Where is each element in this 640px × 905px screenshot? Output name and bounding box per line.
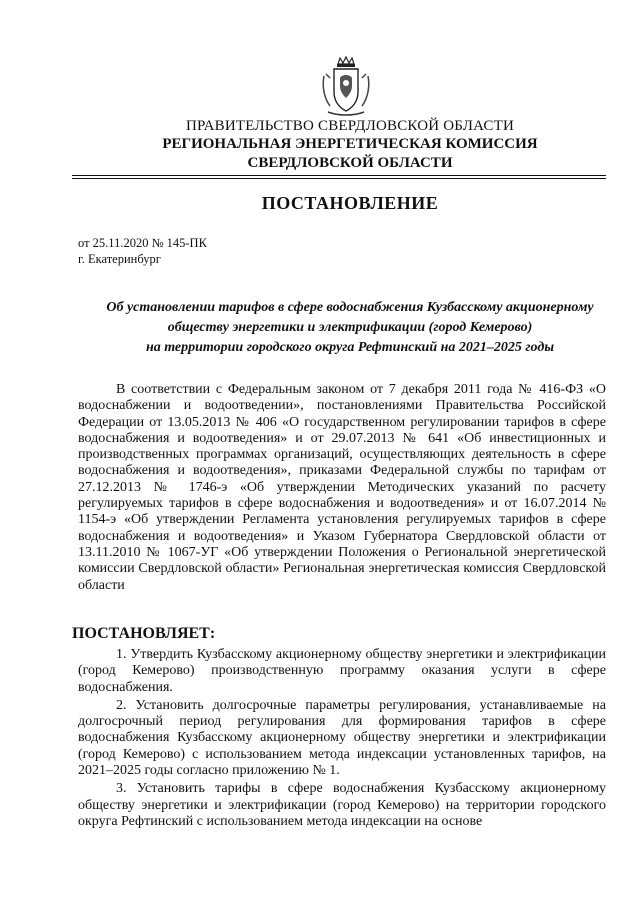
document-title: ПОСТАНОВЛЕНИЕ	[261, 193, 439, 213]
document-city: г. Екатеринбург	[78, 252, 161, 266]
decree-item-2: 2. Установить долгосрочные параметры регулирования, устанавливаемые на долгосрочный период регулирования для формирования тарифов в сфере водоснабжения Кузбасскому акционерному обществу энергетики и электрификации (город Кемерово) с использованием метода индексации установленных тарифов, на 2021–2025 годы согласно приложению № 1.	[78, 697, 606, 779]
preamble	[78, 382, 606, 594]
preamble-text: В соответствии с Федеральным законом от 7 декабря 2011 года № 416-ФЗ «О водоснабжении и водоотведении», постановлениями Правительства Российской Федерации от 13.05.2013 № 406 «О государственном регулировании тарифов в сфере водоснабжения и водоотведения» и от 29.07.2013 № 641 «Об инвестиционных и производственных программах организаций, осуществляющих деятельность в сфере водоснабжения и водоотведения», приказами Федеральной службы по тарифам от 27.12.2013 № 1746-э «Об утверждении Методических указаний по расчету регулируемых тарифов в сфере водоснабжения и водоотведения» и от 16.07.2014 № 1154-э «Об утверждении Регламента установления регулируемых тарифов в сфере водоснабжения и водоотведения» и Указом Губернатора Свердловской области от 13.11.2010 № 1067-УГ «Об утверждении Положения о Региональной энергетической комиссии Свердловской области» Региональная энергетическая комиссия Свердловской области	[78, 382, 606, 593]
decree-item-1: 1. Утвердить Кузбасскому акционерному обществу энергетики и электрификации (город Кемерово) производственную программу оказания услуги в сфере водоснабжения.	[78, 647, 606, 695]
header-divider-top	[72, 175, 606, 176]
header-divider-bottom	[72, 178, 606, 179]
subject-line-2: обществу энергетики и электрификации (город Кемерово)	[167, 320, 533, 335]
government-name: ПРАВИТЕЛЬСТВО СВЕРДЛОВСКОЙ ОБЛАСТИ	[185, 118, 515, 134]
decree-items	[78, 647, 606, 830]
commission-name-line1: РЕГИОНАЛЬНАЯ ЭНЕРГЕТИЧЕСКАЯ КОМИССИЯ	[162, 136, 538, 152]
commission-name-line2: СВЕРДЛОВСКОЙ ОБЛАСТИ	[247, 155, 453, 171]
coat-of-arms-icon	[318, 56, 374, 118]
document-date-number: от 25.11.2020 № 145-ПК	[78, 236, 207, 250]
decree-word: ПОСТАНОВЛЯЕТ:	[72, 625, 216, 642]
subject-line-1: Об установлении тарифов в сфере водоснабжения Кузбасскому акционерному	[106, 300, 594, 315]
decree-item-3: 3. Установить тарифы в сфере водоснабжения Кузбасскому акционерному обществу энергетики и электрификации (город Кемерово) на территории городского округа Рефтинский с использованием метода индексации на основе	[78, 781, 606, 829]
subject-line-3: на территории городского округа Рефтинский на 2021–2025 годы	[145, 340, 555, 355]
